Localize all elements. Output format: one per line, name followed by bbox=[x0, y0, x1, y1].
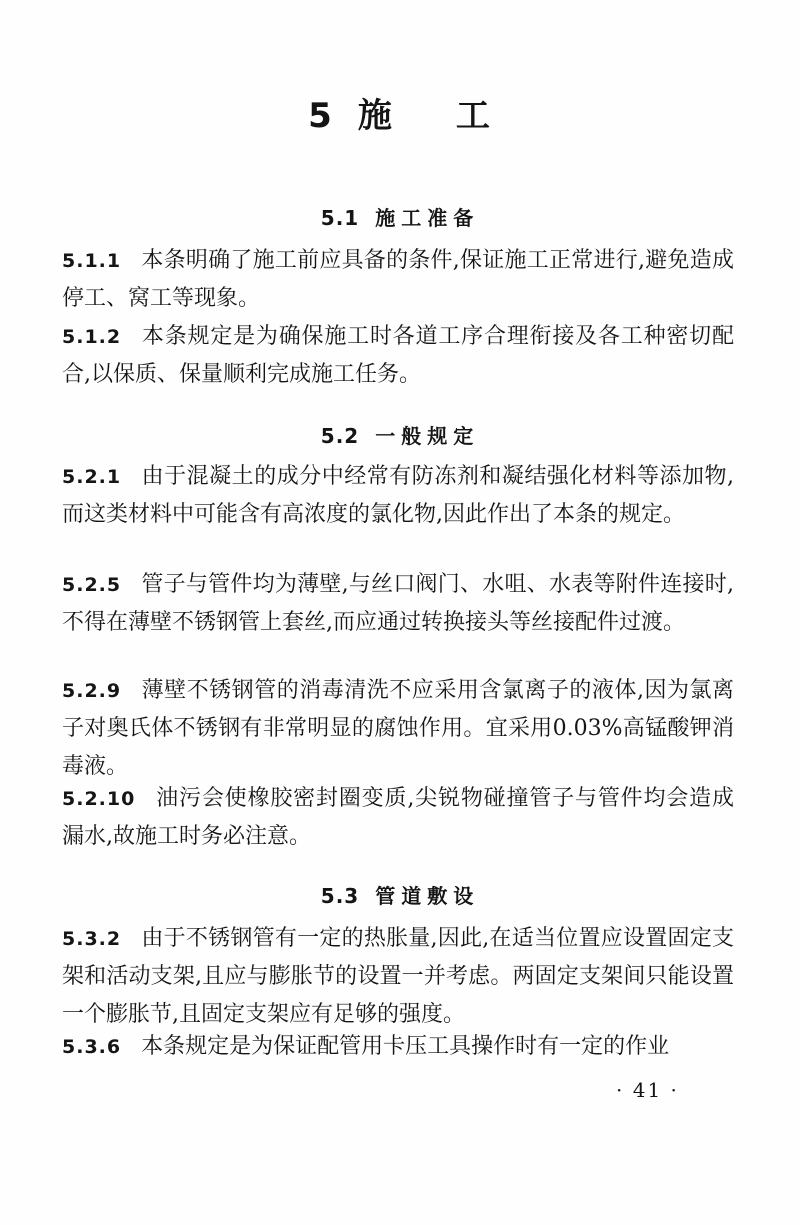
section-number: 5.1 bbox=[320, 206, 360, 230]
section-title: 施工准备 bbox=[375, 206, 480, 230]
clause-5-1-2 bbox=[62, 318, 734, 394]
clause-text: 由于混凝土的成分中经常有防冻剂和凝结强化材料等添加物,而这类材料中可能含有高浓度的氯化物,因此作出了本条的规定。 bbox=[62, 464, 734, 527]
clause-5-3-2 bbox=[62, 920, 734, 1034]
chapter-title bbox=[0, 88, 800, 137]
section-number: 5.3 bbox=[320, 884, 360, 908]
clause-number: 5.2.9 bbox=[62, 680, 122, 702]
clause-5-1-1 bbox=[62, 242, 734, 318]
clause-text: 本条规定是为保证配管用卡压工具操作时有一定的作业 bbox=[141, 1034, 670, 1059]
chapter-title-part1: 施 bbox=[357, 96, 394, 136]
section-title: 一般规定 bbox=[375, 424, 480, 448]
section-title: 管道敷设 bbox=[375, 884, 480, 908]
clause-5-3-6 bbox=[62, 1028, 734, 1066]
clause-number: 5.1.1 bbox=[62, 250, 122, 272]
clause-number: 5.2.10 bbox=[62, 788, 136, 810]
clause-text: 薄壁不锈钢管的消毒清洗不应采用含氯离子的液体,因为氯离子对奥氏体不锈钢有非常明显的腐蚀作用。宜采用0.03%高锰酸钾消毒液。 bbox=[62, 678, 734, 779]
clause-number: 5.3.6 bbox=[62, 1036, 122, 1058]
chapter-title-part2: 工 bbox=[455, 96, 492, 136]
chapter-number: 5 bbox=[308, 96, 334, 136]
clause-number: 5.1.2 bbox=[62, 326, 122, 348]
clause-text: 由于不锈钢管有一定的热胀量,因此,在适当位置应设置固定支架和活动支架,且应与膨胀节的设置一并考虑。两固定支架间只能设置一个膨胀节,且固定支架应有足够的强度。 bbox=[62, 926, 734, 1027]
clause-text: 本条明确了施工前应具备的条件,保证施工正常进行,避免造成停工、窝工等现象。 bbox=[62, 248, 734, 311]
section-heading-5-1 bbox=[0, 202, 800, 231]
clause-5-2-10 bbox=[62, 780, 734, 856]
section-number: 5.2 bbox=[320, 424, 360, 448]
clause-text: 油污会使橡胶密封圈变质,尖锐物碰撞管子与管件均会造成漏水,故施工时务必注意。 bbox=[62, 786, 734, 849]
page-number: · 41 · bbox=[616, 1078, 679, 1102]
clause-5-2-5 bbox=[62, 566, 734, 642]
clause-number: 5.2.5 bbox=[62, 574, 122, 596]
clause-number: 5.3.2 bbox=[62, 928, 122, 950]
clause-5-2-1 bbox=[62, 458, 734, 534]
section-heading-5-3 bbox=[0, 880, 800, 909]
clause-text: 管子与管件均为薄壁,与丝口阀门、水咀、水表等附件连接时,不得在薄壁不锈钢管上套丝,而应通过转换接头等丝接配件过渡。 bbox=[62, 572, 734, 635]
clause-number: 5.2.1 bbox=[62, 466, 122, 488]
section-heading-5-2 bbox=[0, 420, 800, 449]
clause-5-2-9 bbox=[62, 672, 734, 786]
clause-text: 本条规定是为确保施工时各道工序合理衔接及各工种密切配合,以保质、保量顺利完成施工任务。 bbox=[62, 324, 734, 387]
